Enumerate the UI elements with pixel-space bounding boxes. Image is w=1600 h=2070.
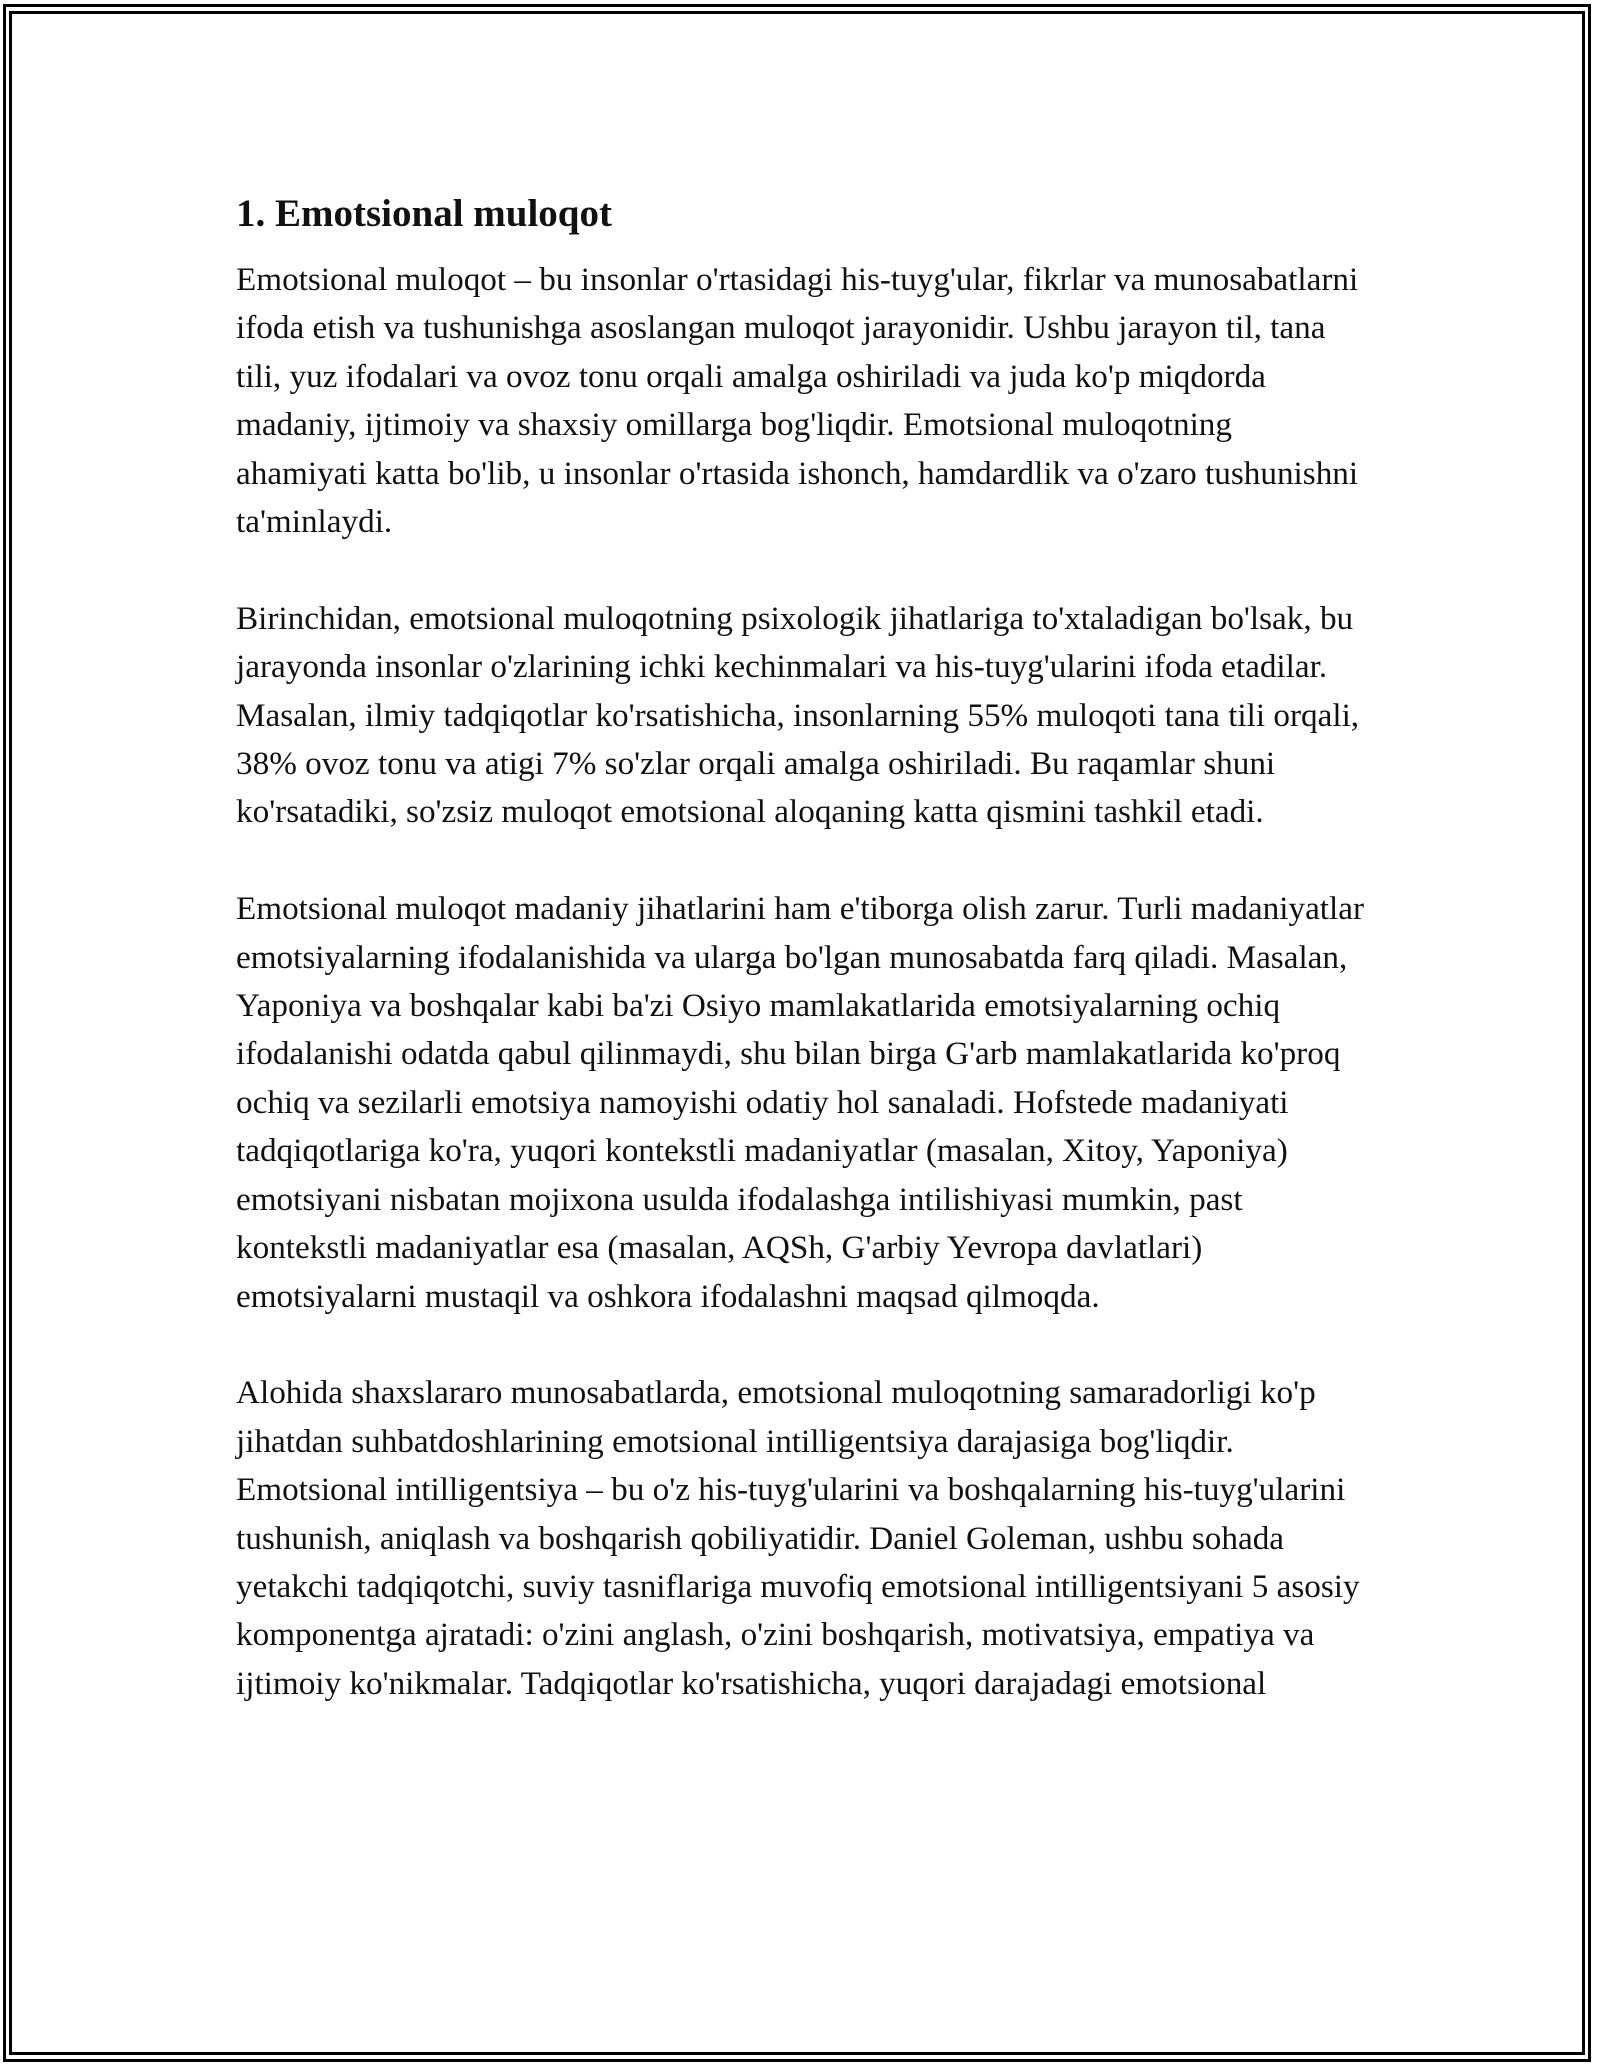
paragraph-emotional-intelligence: Alohida shaxslararo munosabatlarda, emotsional muloqotning samaradorligi ko'p jihatdan suhbatdoshlarining emotsional intilligentsiya darajasiga bog'liqdir. Emotsional intilligentsiya – bu o'z his-tuyg'ularini va boshqalarning his-tuyg'ularini tushunish, aniqlash va boshqarish qobiliyatidir. Daniel Goleman, ushbu sohada yetakchi tadqiqotchi, suviy tasniflariga muvofiq emotsional intilligentsiyani 5 asosiy komponentga ajratadi: o'zini anglash, o'zini boshqarish, motivatsiya, empatiya va ijtimoiy ko'nikmalar. Tadqiqotlar ko'rsatishicha, yuqori darajadagi emotsional xyxy=(236,1374,1360,1702)
paragraph-psychological-aspects: Birinchidan, emotsional muloqotning psixologik jihatlariga to'xtaladigan bo'lsak, bu jarayonda insonlar o'zlarining ichki kechinmalari va his-tuyg'ularini ifoda etadilar. Masalan, ilmiy tadqiqotlar ko'rsatishicha, insonlarning 55% muloqoti tana tili orqali, 38% ovoz tonu va atigi 7% so'zlar orqali amalga oshiriladi. Bu raqamlar shuni ko'rsatadiki, so'zsiz muloqot emotsional aloqaning katta qismini tashkil etadi. xyxy=(236,599,1360,831)
paragraph-definition: Emotsional muloqot – bu insonlar o'rtasidagi his-tuyg'ular, fikrlar va munosabatlarni ifoda etish va tushunishga asoslangan muloqot jarayonidir. Ushbu jarayon til, tana tili, yuz ifodalari va ovoz tonu orqali amalga oshiriladi va juda ko'p miqdorda madaniy, ijtimoiy va shaxsiy omillarga bog'liqdir. Emotsional muloqotning ahamiyati katta bo'lib, u insonlar o'rtasida ishonch, hamdardlik va o'zaro tushunishni ta'minlaydi. xyxy=(236,261,1359,541)
section-heading: 1. Emotsional muloqot xyxy=(236,192,612,235)
paragraph-cultural-aspects: Emotsional muloqot madaniy jihatlarini ham e'tiborga olish zarur. Turli madaniyatlar emotsiyalarning ifodalanishida va ularga bo'lgan munosabatda farq qiladi. Masalan, Yaponiya va boshqalar kabi ba'zi Osiyo mamlakatlarida emotsiyalarning ochiq ifodalanishi odatda qabul qilinmaydi, shu bilan birga G'arb mamlakatlarida ko'proq ochiq va sezilarli emotsiya namoyishi odatiy hol sanaladi. Hofstede madaniyati tadqiqotlariga ko'ra, yuqori kontekstli madaniyatlar (masalan, Xitoy, Yaponiya) emotsiyani nisbatan mojixona usulda ifodalashga intilishiyasi mumkin, past kontekstli madaniyatlar esa (masalan, AQSh, G'arbiy Yevropa davlatlari) emotsiyalarni mustaqil va oshkora ifodalashni maqsad qilmoqda. xyxy=(236,890,1365,1315)
document-body xyxy=(236,188,1370,1757)
